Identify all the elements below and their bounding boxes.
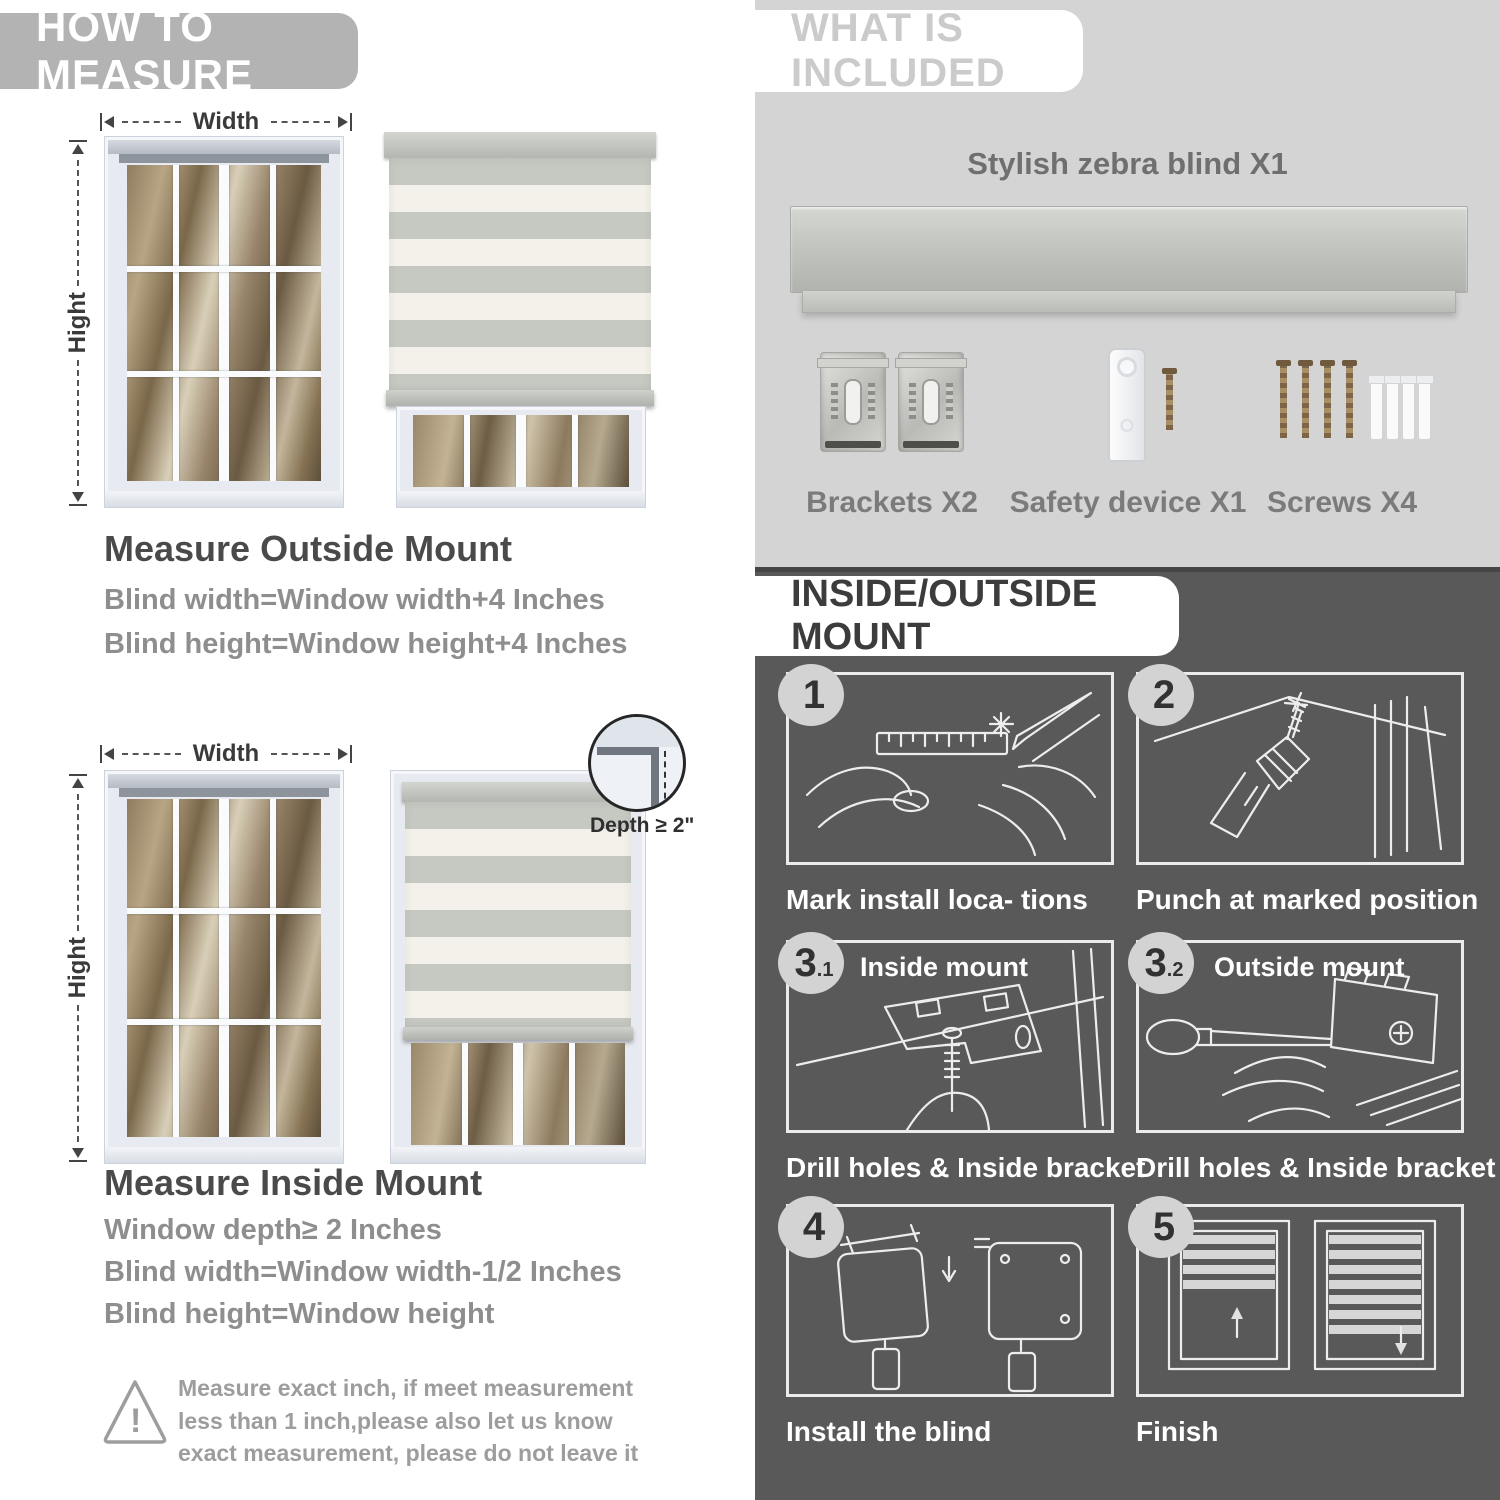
screw-item bbox=[1302, 366, 1309, 438]
bracket-lip bbox=[895, 358, 967, 368]
inside-mount-rule-width: Blind width=Window width-1/2 Inches bbox=[104, 1256, 622, 1288]
arrow-down-icon bbox=[72, 492, 84, 502]
window-lintel bbox=[108, 140, 340, 154]
dashed-line bbox=[77, 794, 79, 931]
window-muntin bbox=[270, 799, 276, 1137]
window-muntin bbox=[572, 415, 578, 487]
blind-bottomrail bbox=[403, 1027, 633, 1040]
dashed-line bbox=[122, 121, 181, 123]
bracket-slot bbox=[844, 379, 862, 425]
step-5-badge: 5 bbox=[1128, 1196, 1194, 1258]
outside-mount-heading: Measure Outside Mount bbox=[104, 528, 513, 569]
frame-detail bbox=[651, 747, 659, 809]
window-muntin bbox=[569, 1043, 575, 1145]
wall-anchor-item bbox=[1386, 380, 1399, 440]
stylish-blind-label: Stylish zebra blind X1 bbox=[967, 146, 1288, 181]
step-1-badge: 1 bbox=[778, 664, 844, 726]
bracket-screw bbox=[909, 383, 916, 419]
bracket-screw bbox=[946, 383, 953, 419]
blind-headrail bbox=[384, 132, 656, 158]
screw-item bbox=[1280, 366, 1287, 438]
window-photo-outside bbox=[104, 136, 344, 508]
screws-label: Screws X4 bbox=[1266, 486, 1418, 519]
wall-anchor-item bbox=[1402, 380, 1415, 440]
bracket-foot bbox=[825, 441, 881, 448]
blind-stripes bbox=[389, 158, 651, 390]
frame-detail bbox=[597, 747, 659, 755]
window-photo-inside bbox=[104, 770, 344, 1164]
bracket-slot bbox=[922, 379, 940, 425]
step-5-caption: Finish bbox=[1136, 1416, 1219, 1447]
step-3-2-badge: 3 .2 bbox=[1128, 932, 1194, 994]
height-dimension-outside bbox=[64, 140, 92, 506]
window-muntin bbox=[464, 415, 470, 487]
step-3-1-badge: 3 .1 bbox=[778, 932, 844, 994]
warning-note: Measure exact inch, if meet measurement less than 1 inch,please also let us know exact measurement, please do not leave it bbox=[178, 1375, 639, 1467]
inside-mount-heading: Measure Inside Mount bbox=[104, 1162, 483, 1203]
window-glass bbox=[127, 799, 321, 1137]
step-2-caption: Punch at marked position bbox=[1136, 884, 1479, 915]
arrow-up-icon bbox=[72, 144, 84, 154]
width-label: Width bbox=[192, 108, 260, 135]
arrow-up-icon bbox=[72, 778, 84, 788]
dimension-tick bbox=[69, 774, 87, 776]
inside-outside-mount-header bbox=[755, 573, 1179, 658]
height-label: Hight bbox=[64, 292, 91, 354]
window-glass bbox=[411, 1043, 625, 1145]
step-3-1-caption: Drill holes & Inside bracket bbox=[786, 1152, 1146, 1183]
dimension-tick bbox=[69, 504, 87, 506]
arrow-left-icon bbox=[104, 748, 114, 760]
arrow-left-icon bbox=[104, 116, 114, 128]
window-muntin bbox=[173, 165, 179, 481]
dimension-tick bbox=[100, 113, 102, 131]
window-muntin bbox=[127, 266, 321, 272]
dimension-tick bbox=[69, 140, 87, 142]
dimension-tick bbox=[100, 745, 102, 763]
dimension-tick bbox=[350, 745, 352, 763]
window-recess bbox=[119, 788, 329, 797]
safety-device-hole bbox=[1117, 357, 1137, 377]
what-is-included-title: WHAT IS INCLUDED bbox=[791, 6, 1006, 95]
what-is-included-header bbox=[755, 6, 1083, 95]
dashed-line bbox=[77, 160, 79, 286]
brackets-label: Brackets X2 bbox=[806, 486, 978, 519]
bracket-lip bbox=[817, 358, 889, 368]
zebra-blind-outside-mount bbox=[384, 132, 656, 406]
outside-mount-rule-height: Blind height=Window height+4 Inches bbox=[104, 628, 628, 660]
width-dimension-outside bbox=[100, 108, 352, 136]
window-recess bbox=[119, 154, 329, 163]
dashed-depth-line bbox=[664, 751, 666, 809]
inside-outside-mount-title: INSIDE/OUTSIDE MOUNT bbox=[791, 573, 1098, 658]
window-glass bbox=[127, 165, 321, 481]
window-muntin bbox=[127, 371, 321, 377]
svg-text:!: ! bbox=[130, 1402, 142, 1440]
blind-bottomrail bbox=[386, 390, 654, 406]
safety-device-label: Safety device X1 bbox=[1009, 486, 1247, 519]
window-lintel bbox=[108, 774, 340, 788]
frame-detail bbox=[591, 717, 683, 747]
bracket-item bbox=[820, 352, 886, 452]
dashed-line bbox=[271, 753, 330, 755]
height-label: Hight bbox=[64, 937, 91, 999]
wall-anchor-item bbox=[1418, 380, 1431, 440]
window-sill bbox=[105, 1147, 343, 1163]
safety-device-item bbox=[1108, 348, 1146, 462]
bracket-screw bbox=[868, 383, 875, 419]
window-sill bbox=[391, 1147, 645, 1163]
bracket-item bbox=[898, 352, 964, 452]
step-2-badge: 2 bbox=[1128, 664, 1194, 726]
inside-mount-rule-height: Blind height=Window height bbox=[104, 1298, 495, 1330]
dashed-line bbox=[77, 360, 79, 486]
dashed-line bbox=[77, 1005, 79, 1142]
width-dimension-inside bbox=[100, 740, 352, 768]
window-muntin bbox=[219, 799, 229, 1137]
screw-item bbox=[1346, 366, 1353, 438]
safety-device-dot bbox=[1121, 419, 1134, 432]
step-3-2-caption: Drill holes & Inside bracket bbox=[1136, 1152, 1496, 1183]
bracket-foot bbox=[903, 441, 959, 448]
how-to-measure-title: HOW TO MEASURE bbox=[36, 3, 254, 98]
step-1-caption: Mark install loca- tions bbox=[786, 884, 1088, 915]
width-label: Width bbox=[192, 740, 260, 767]
window-muntin bbox=[219, 165, 229, 481]
step-3-1-title: Inside mount bbox=[860, 952, 1028, 982]
window-muntin bbox=[513, 1043, 523, 1145]
dashed-line bbox=[271, 121, 330, 123]
window-muntin bbox=[127, 1019, 321, 1025]
depth-label: Depth ≥ 2" bbox=[590, 814, 695, 837]
window-sill bbox=[397, 491, 645, 507]
warning-triangle-icon bbox=[100, 1376, 170, 1448]
inside-mount-rule-depth: Window depth≥ 2 Inches bbox=[104, 1214, 442, 1246]
wall-anchor-item bbox=[1370, 380, 1383, 440]
window-sill bbox=[105, 491, 343, 507]
arrow-right-icon bbox=[338, 748, 348, 760]
step-3-2-title: Outside mount bbox=[1214, 952, 1405, 982]
window-glass bbox=[413, 415, 629, 487]
zebra-blind-bar-step bbox=[802, 291, 1456, 313]
window-muntin bbox=[270, 165, 276, 481]
bracket-screw bbox=[831, 383, 838, 419]
dimension-tick bbox=[350, 113, 352, 131]
dimension-tick bbox=[69, 1160, 87, 1162]
arrow-down-icon bbox=[72, 1148, 84, 1158]
step-4-badge: 4 bbox=[778, 1196, 844, 1258]
screw-item bbox=[1166, 374, 1173, 430]
screw-item bbox=[1324, 366, 1331, 438]
window-muntin bbox=[173, 799, 179, 1137]
depth-detail-circle bbox=[588, 714, 686, 812]
arrow-right-icon bbox=[338, 116, 348, 128]
how-to-measure-header bbox=[0, 3, 358, 98]
outside-mount-rule-width: Blind width=Window width+4 Inches bbox=[104, 584, 605, 616]
window-muntin bbox=[516, 415, 526, 487]
step-4-caption: Install the blind bbox=[786, 1416, 992, 1447]
zebra-blind-bar bbox=[790, 206, 1468, 293]
window-muntin bbox=[462, 1043, 468, 1145]
window-muntin bbox=[127, 908, 321, 914]
window-below-blind bbox=[396, 406, 646, 508]
height-dimension-inside bbox=[64, 774, 92, 1162]
dashed-line bbox=[122, 753, 181, 755]
